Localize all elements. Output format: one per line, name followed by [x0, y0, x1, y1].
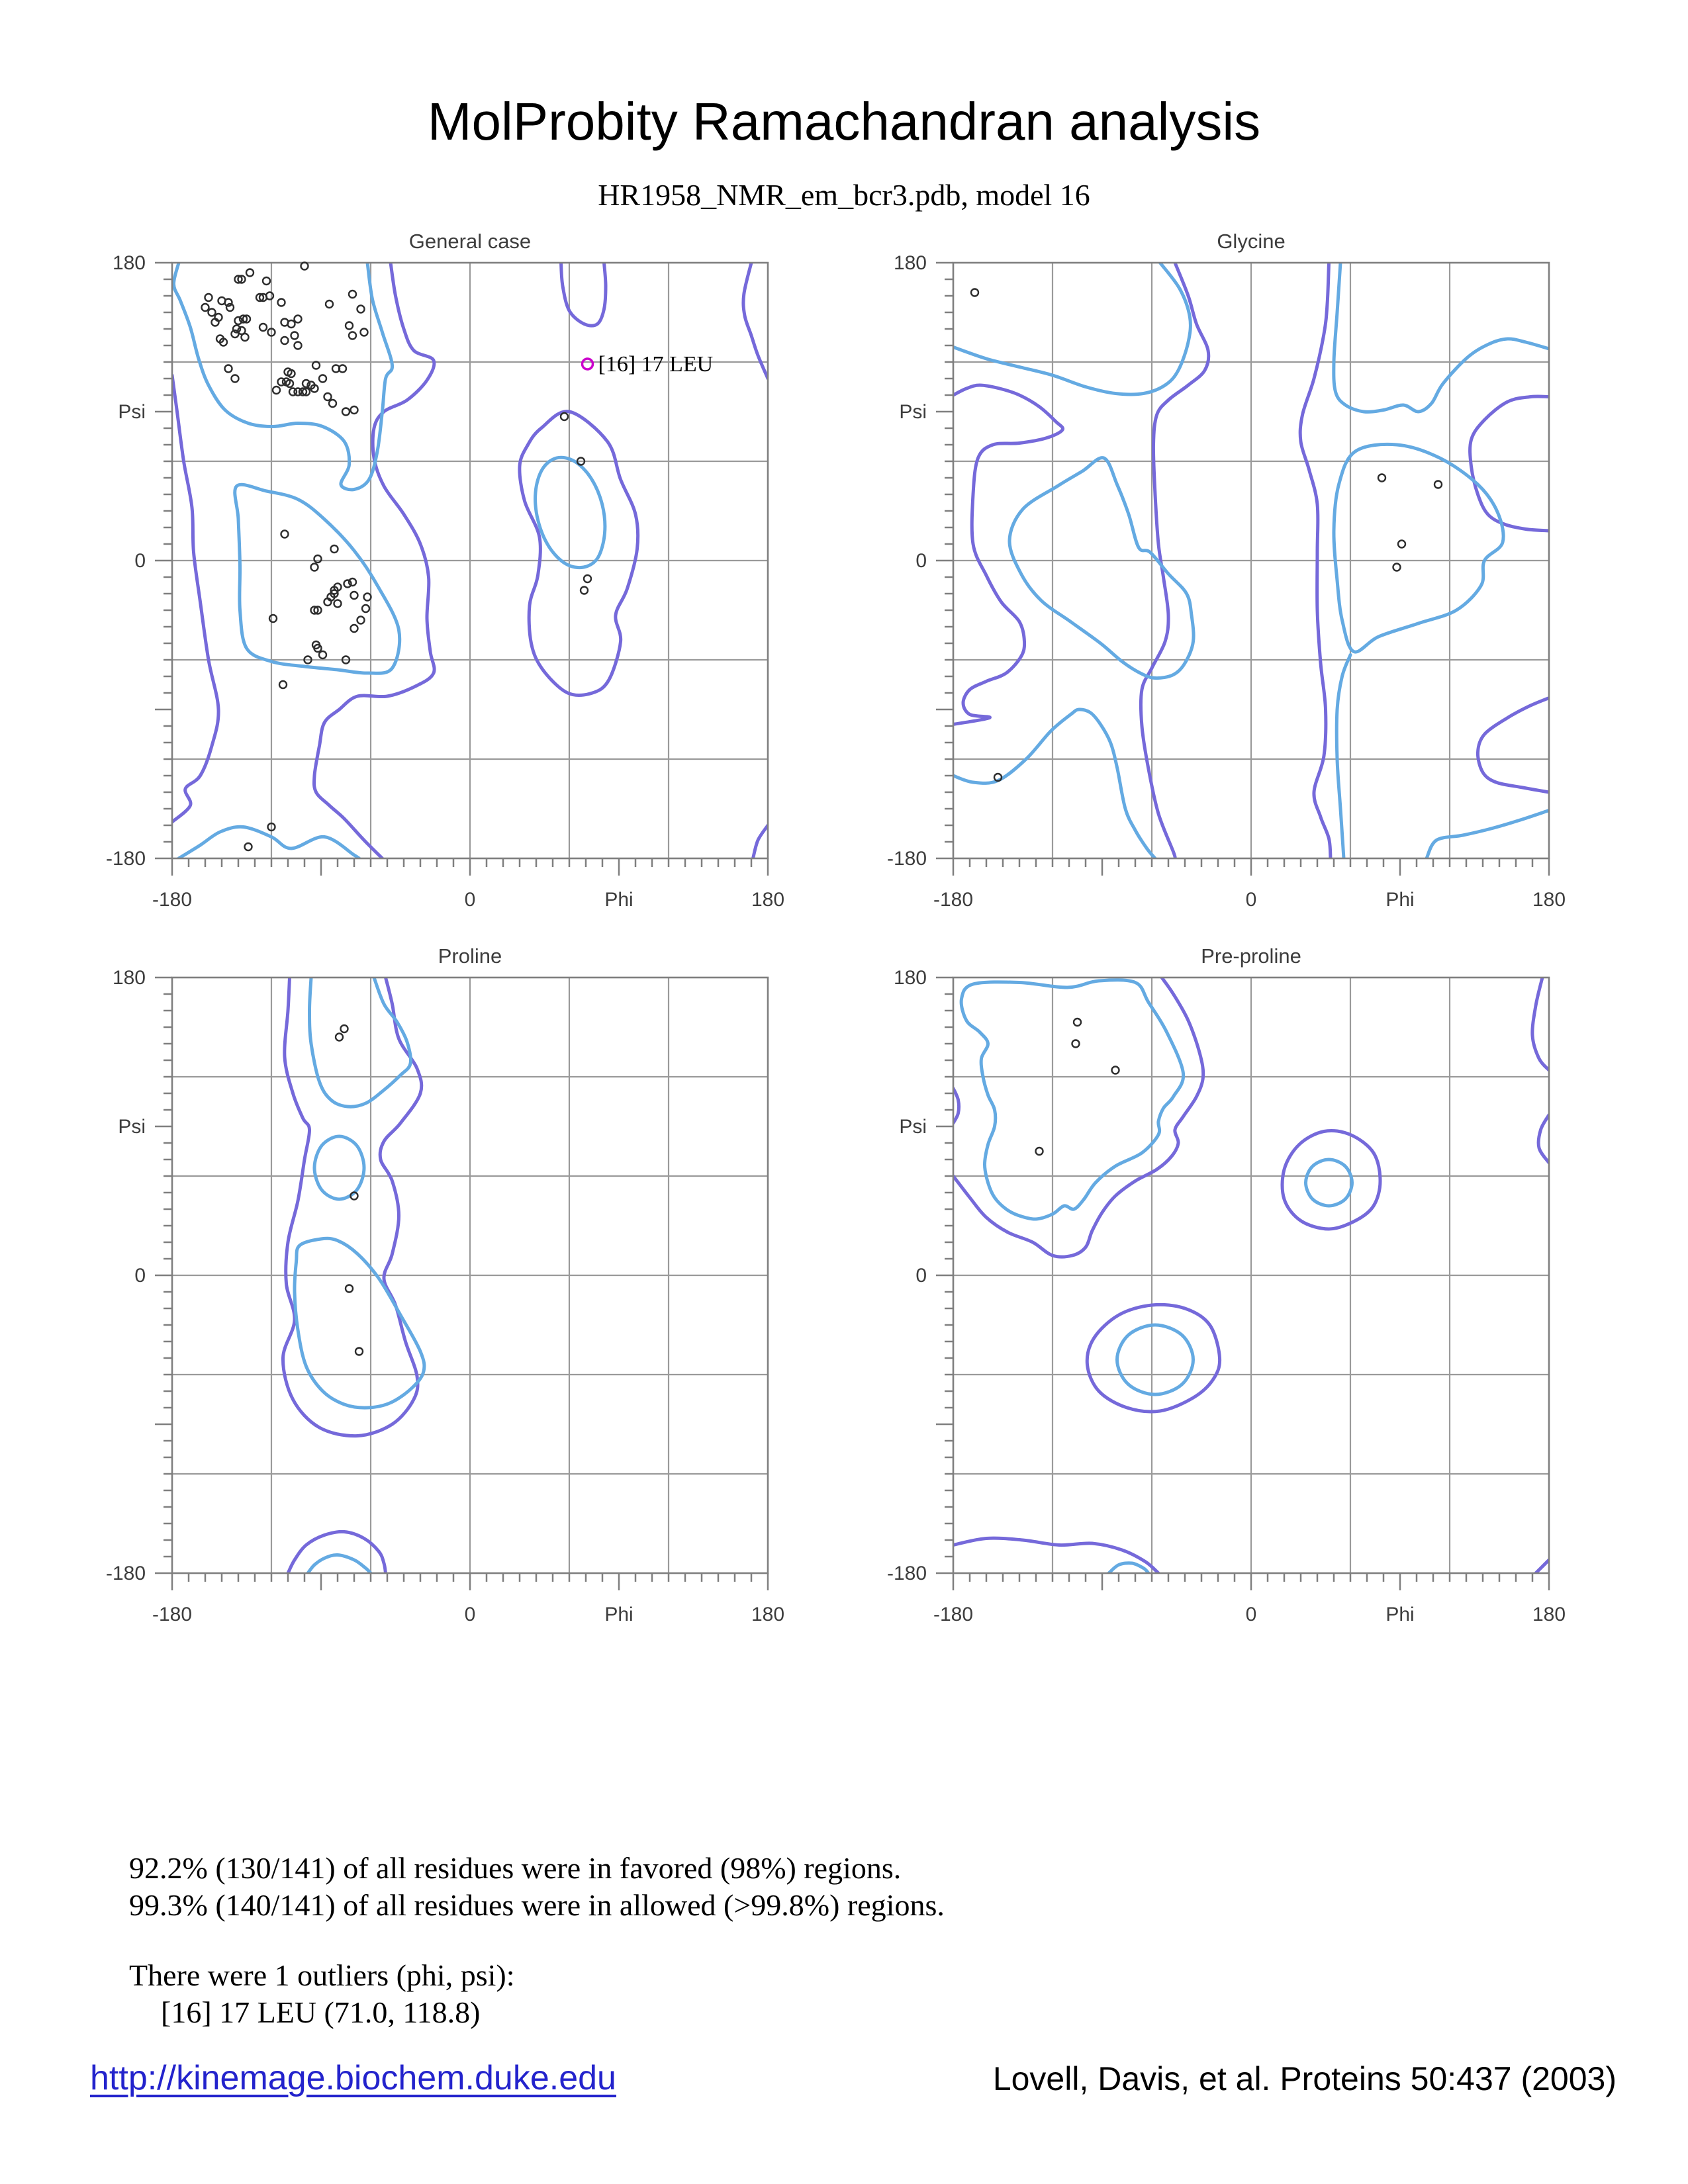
residue-point: [357, 617, 365, 624]
residue-points: [1036, 1019, 1119, 1155]
favored-contour: [314, 1136, 364, 1199]
ramachandran-plot-proline: [53, 938, 808, 1653]
y-axis-label: 0: [134, 550, 146, 572]
favored-contour: [310, 978, 411, 1107]
favored-contour: [179, 827, 359, 858]
y-axis-label: 180: [112, 252, 146, 274]
x-axis-label: -180: [933, 889, 974, 911]
residue-point: [291, 332, 299, 340]
favored-contour: [1427, 811, 1549, 859]
y-axis-label: Psi: [899, 1116, 927, 1138]
outlier-point: [583, 359, 593, 369]
residue-point: [209, 309, 216, 316]
residue-point: [259, 324, 267, 331]
residue-point: [273, 387, 280, 394]
favored-contour: [1009, 458, 1194, 678]
y-axis-label: 0: [134, 1265, 146, 1287]
residue-point: [342, 408, 350, 416]
residue-point: [281, 531, 289, 538]
residue-point: [346, 1285, 353, 1293]
x-axis-label: -180: [152, 1604, 193, 1625]
allowed-contour: [172, 375, 218, 822]
residue-point: [357, 306, 365, 313]
axis-labels: [106, 967, 784, 1625]
axis-ticks: [936, 978, 1549, 1590]
allowed-contour: [743, 263, 768, 379]
residue-point: [336, 1034, 343, 1041]
residue-point: [561, 413, 568, 420]
x-axis-label: 180: [751, 1604, 785, 1625]
plot-general-case: [53, 223, 808, 938]
residue-point: [581, 587, 588, 594]
y-axis-label: Psi: [118, 1116, 146, 1138]
y-axis-label: -180: [105, 848, 146, 870]
allowed-contour: [1470, 396, 1549, 531]
residue-points: [202, 263, 592, 851]
x-axis-label: 180: [1532, 1604, 1566, 1625]
residue-point: [319, 375, 326, 383]
residue-point: [319, 651, 326, 659]
residue-point: [351, 592, 358, 599]
residue-point: [351, 625, 358, 632]
favored-summary-line: 92.2% (130/141) of all residues were in favored (98%) regions.: [129, 1851, 902, 1885]
allowed-summary-line: 99.3% (140/141) of all residues were in allowed (>99.8%) regions.: [129, 1888, 945, 1922]
residue-point: [314, 555, 322, 563]
plot-glycine: [834, 223, 1589, 938]
plot-title-proline: Proline: [438, 944, 502, 968]
x-axis-label: Phi: [1385, 889, 1415, 911]
allowed-contour: [753, 825, 769, 858]
residue-point: [355, 1348, 363, 1355]
outlier-label: [16] 17 LEU: [598, 352, 714, 377]
residue-point: [361, 329, 368, 336]
favored-contour: [308, 1555, 371, 1573]
y-axis-label: -180: [886, 1563, 927, 1584]
x-axis-label: 0: [1245, 889, 1257, 911]
residue-point: [351, 406, 358, 414]
residue-point: [346, 322, 353, 330]
outliers-header-line: There were 1 outliers (phi, psi):: [129, 1958, 515, 1992]
allowed-contour: [520, 412, 638, 696]
x-axis-label: Phi: [604, 889, 633, 911]
grid-lines: [953, 263, 1549, 858]
residue-point: [263, 277, 270, 285]
residue-point: [1378, 475, 1385, 482]
x-axis-label: 0: [464, 889, 476, 911]
grid-lines: [172, 978, 768, 1573]
favored-contour: [1334, 263, 1549, 412]
residue-point: [1074, 1019, 1081, 1026]
residue-point: [1434, 481, 1442, 488]
y-axis-label: Psi: [118, 401, 146, 423]
favored-contour: [1334, 444, 1503, 652]
favored-contour: [953, 263, 1190, 394]
residue-point: [295, 342, 302, 349]
residue-point: [329, 400, 336, 407]
residue-point: [242, 334, 249, 341]
plot-title-glycine: Glycine: [1217, 230, 1286, 253]
y-axis-label: 180: [112, 967, 146, 989]
residue-point: [364, 594, 371, 601]
y-axis-label: Psi: [899, 401, 927, 423]
favored-contour: [1109, 1563, 1149, 1573]
residue-point: [326, 300, 333, 308]
residue-point: [281, 337, 289, 344]
residue-point: [1072, 1040, 1080, 1048]
residue-point: [278, 379, 285, 386]
x-axis-label: -180: [152, 889, 193, 911]
x-axis-label: 180: [751, 889, 785, 911]
allowed-contour: [561, 263, 606, 326]
kinemage-link[interactable]: http://kinemage.biochem.duke.edu: [90, 2059, 616, 2097]
residue-point: [1393, 564, 1401, 571]
residue-point: [246, 269, 254, 277]
residue-point: [349, 291, 356, 298]
residue-point: [311, 564, 318, 571]
residue-point: [205, 294, 212, 301]
residue-point: [1112, 1067, 1119, 1074]
residue-point: [312, 362, 320, 369]
favored-contour: [173, 263, 392, 490]
residue-point: [1036, 1148, 1043, 1155]
axis-ticks: [155, 978, 768, 1590]
axis-labels: [887, 967, 1566, 1625]
x-axis-label: 0: [464, 1604, 476, 1625]
x-axis-label: -180: [933, 1604, 974, 1625]
plot-pre-proline: [834, 938, 1589, 1653]
favored-contour: [295, 1238, 424, 1408]
y-axis-label: 180: [893, 967, 927, 989]
ramachandran-plot-glycine: [834, 223, 1589, 938]
favored-contour: [1306, 1160, 1352, 1206]
outlier-entry-line: [16] 17 LEU (71.0, 118.8): [161, 1995, 481, 2029]
plot-title-pre-proline: Pre-proline: [1201, 944, 1301, 968]
page-subtitle: HR1958_NMR_em_bcr3.pdb, model 16: [598, 178, 1090, 212]
y-axis-label: 0: [915, 550, 927, 572]
plot-title-general-case: General case: [408, 230, 532, 253]
residue-point: [279, 681, 287, 688]
residue-point: [225, 365, 232, 373]
favored-contour: [1117, 1325, 1194, 1394]
allowed-contour: [953, 385, 1063, 725]
y-axis-label: -180: [105, 1563, 146, 1584]
allowed-contour: [1532, 978, 1549, 1070]
ramachandran-plot-pre-proline: [834, 938, 1589, 1653]
residue-point: [245, 843, 252, 850]
allowed-contour: [1282, 1130, 1380, 1229]
allowed-contour: [953, 1538, 1158, 1573]
y-axis-label: -180: [886, 848, 927, 870]
residue-point: [324, 393, 332, 400]
allowed-contour: [1477, 698, 1549, 793]
x-axis-label: 180: [1532, 889, 1566, 911]
y-axis-label: 180: [893, 252, 927, 274]
residue-point: [971, 289, 978, 296]
x-axis-label: Phi: [604, 1604, 633, 1625]
residue-point: [1398, 541, 1405, 548]
residue-point: [334, 600, 342, 608]
residue-point: [349, 332, 356, 340]
favored-contour: [536, 457, 605, 567]
axis-labels: [106, 252, 784, 911]
allowed-contour: [283, 978, 421, 1436]
favored-contour: [953, 709, 1155, 858]
allowed-contour: [1536, 1560, 1549, 1573]
residue-point: [232, 375, 239, 383]
residue-point: [331, 545, 338, 553]
residue-point: [278, 299, 285, 306]
favored-contour: [961, 980, 1184, 1219]
residue-point: [202, 304, 209, 311]
citation-text: Lovell, Davis, et al. Proteins 50:437 (2003): [992, 2060, 1617, 2097]
residue-point: [341, 1025, 348, 1032]
residue-point: [269, 615, 277, 622]
grid-lines: [953, 978, 1549, 1573]
allowed-contour: [1538, 1115, 1549, 1163]
x-axis-label: 0: [1245, 1604, 1257, 1625]
y-axis-label: 0: [915, 1265, 927, 1287]
axis-ticks: [936, 263, 1549, 876]
x-axis-label: Phi: [1385, 1604, 1415, 1625]
favored-contour: [1336, 655, 1350, 859]
residue-point: [584, 575, 591, 582]
plot-proline: [53, 938, 808, 1653]
residue-point: [362, 605, 369, 612]
residue-point: [295, 316, 302, 323]
page-title: MolProbity Ramachandran analysis: [427, 92, 1261, 151]
ramachandran-plot-general-case: [53, 223, 808, 938]
